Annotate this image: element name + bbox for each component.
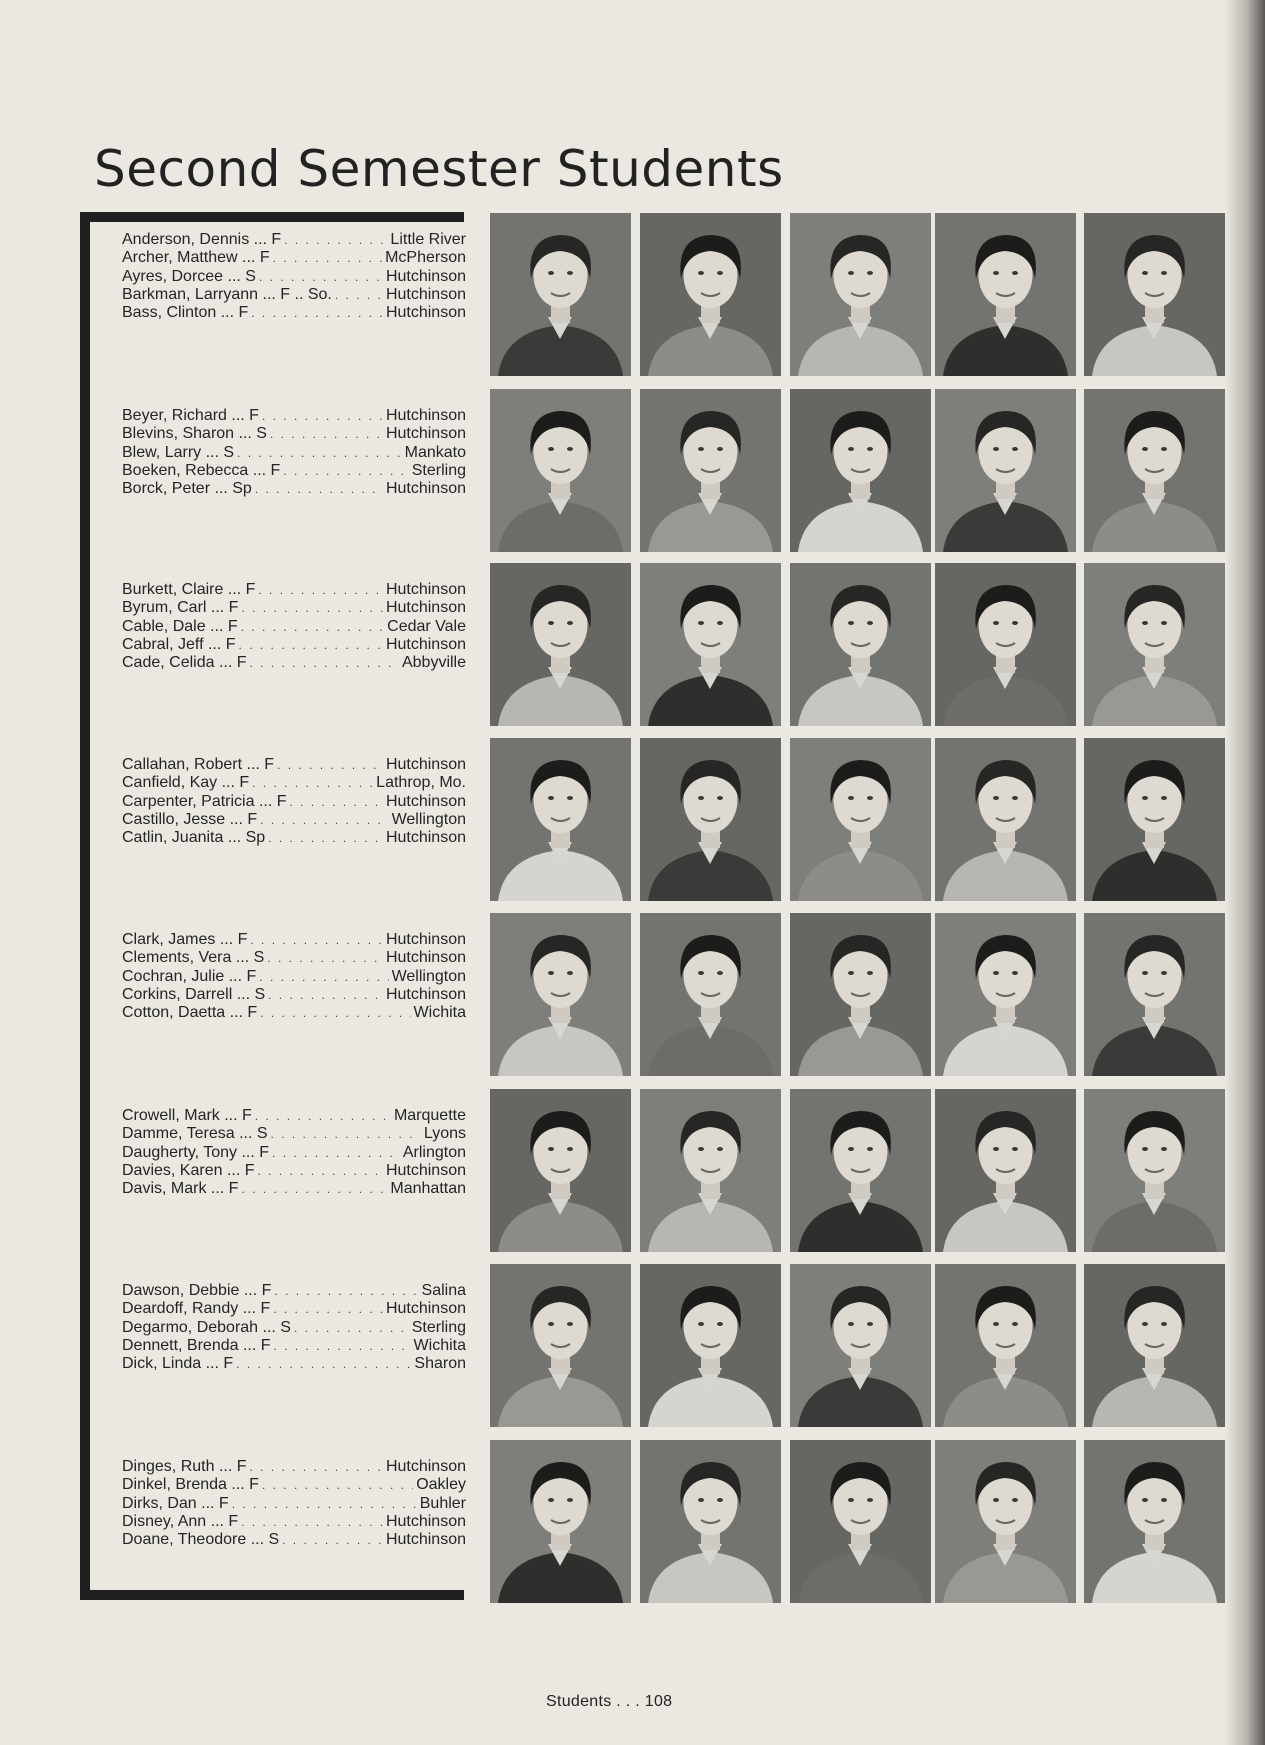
student-name: Clark, James ... F [122,931,248,948]
student-name: Deardoff, Randy ... F [122,1300,271,1318]
student-entry [122,1337,466,1355]
student-portrait [640,913,781,1076]
dot-leader [241,1513,383,1531]
dot-leader [294,1319,409,1337]
student-portrait [1084,1440,1225,1603]
dot-leader [259,968,388,986]
student-entry [122,931,466,949]
student-name: Cade, Celida ... F [122,654,247,672]
student-portrait [790,563,931,726]
dot-leader [260,1004,410,1022]
student-entry [122,304,466,322]
student-hometown: Hutchinson [385,599,466,617]
student-hometown: Hutchinson [385,1512,466,1530]
page-title: Second Semester Students [94,140,784,198]
roster-group [122,1458,466,1549]
student-entry [122,636,466,654]
student-hometown: Hutchinson [385,304,466,322]
dot-leader [239,636,383,654]
dot-leader [259,268,383,286]
student-entry [122,1282,466,1300]
dot-leader [277,756,383,774]
student-name: Anderson, Dennis ... F [122,231,282,248]
student-portrait [790,1264,931,1427]
student-hometown: Cedar Vale [387,617,466,635]
student-entry [122,1300,466,1318]
student-entry [122,774,466,792]
student-entry [122,249,466,267]
student-hometown: Hutchinson [385,285,466,303]
student-entry [122,756,466,774]
student-hometown: Hutchinson [385,1161,466,1179]
student-entry [122,407,466,425]
student-hometown: Lathrop, Mo. [376,774,466,792]
dot-leader [273,249,382,267]
dot-leader [252,774,373,792]
student-name: Clements, Vera ... S [122,949,265,967]
student-hometown: Hutchinson [385,480,466,498]
student-entry [122,811,466,829]
student-portrait [490,213,631,376]
student-name: Doane, Theodore ... S [122,1531,280,1549]
student-entry [122,1531,466,1549]
dot-leader [255,480,383,498]
student-name: Davies, Karen ... F [122,1161,255,1179]
student-hometown: Hutchinson [385,931,466,948]
student-name: Blew, Larry ... S [122,443,235,461]
dot-leader [250,1458,383,1476]
student-portrait [490,913,631,1076]
dot-leader [335,286,383,304]
student-name: Carpenter, Patricia ... F [122,792,287,810]
dot-leader [241,599,383,617]
student-hometown: Arlington [402,1143,466,1161]
dot-leader [255,1107,391,1125]
roster-group [122,756,466,847]
dot-leader [282,1531,383,1549]
dot-leader [260,811,388,829]
student-portrait [790,913,931,1076]
student-portrait [640,1264,781,1427]
student-name: Byrum, Carl ... F [122,599,239,617]
student-portrait [790,1089,931,1252]
student-hometown: Hutchinson [385,407,466,424]
student-portrait [640,389,781,552]
student-name: Dawson, Debbie ... F [122,1282,272,1299]
student-portrait [935,913,1076,1076]
dot-leader [232,1495,417,1513]
student-entry [122,1004,466,1022]
student-name: Cabral, Jeff ... F [122,635,236,653]
student-name: Dinkel, Brenda ... F [122,1476,259,1494]
student-portrait [640,563,781,726]
student-name: Dirks, Dan ... F [122,1494,229,1512]
roster-group [122,1107,466,1198]
student-name: Cotton, Daetta ... F [122,1004,258,1022]
student-entry [122,1355,466,1373]
student-portrait [490,1264,631,1427]
dot-leader [251,304,383,322]
student-entry [122,231,466,249]
student-entry [122,581,466,599]
student-hometown: Hutchinson [385,985,466,1003]
student-portrait [935,563,1076,726]
student-portrait [490,738,631,901]
student-entry [122,1458,466,1476]
dot-leader [267,949,383,967]
student-name: Burkett, Claire ... F [122,581,256,598]
student-portrait [1084,389,1225,552]
dot-leader [274,1337,411,1355]
student-hometown: Mankato [404,443,466,461]
student-hometown: Hutchinson [385,792,466,810]
student-portrait [640,1440,781,1603]
student-hometown: Sterling [411,461,466,479]
student-entry [122,286,466,304]
dot-leader [290,793,383,811]
student-hometown: Buhler [419,1494,466,1512]
dot-leader [258,1162,383,1180]
student-entry [122,829,466,847]
student-entry [122,599,466,617]
student-entry [122,949,466,967]
student-name: Degarmo, Deborah ... S [122,1318,291,1336]
student-name: Cable, Dale ... F [122,617,238,635]
student-entry [122,618,466,636]
student-name: Beyer, Richard ... F [122,407,259,424]
student-name: Cochran, Julie ... F [122,967,257,985]
student-name: Corkins, Darrell ... S [122,985,266,1003]
student-hometown: Hutchinson [385,829,466,847]
student-hometown: Salina [421,1282,466,1299]
student-portrait [935,213,1076,376]
student-name: Blevins, Sharon ... S [122,425,267,443]
dot-leader [273,1300,383,1318]
dot-leader [262,407,383,425]
dot-leader [250,931,383,949]
student-hometown: Little River [390,231,466,248]
student-name: Dinges, Ruth ... F [122,1458,247,1475]
student-entry [122,793,466,811]
student-portrait [640,738,781,901]
roster-group [122,1282,466,1373]
roster-group [122,407,466,498]
student-portrait [490,1440,631,1603]
dot-leader [268,829,383,847]
student-hometown: Wellington [391,967,466,985]
student-name: Ayres, Dorcee ... S [122,267,256,285]
student-portrait [1084,213,1225,376]
student-entry [122,480,466,498]
roster-group [122,931,466,1022]
student-portrait [1084,913,1225,1076]
student-name: Crowell, Mark ... F [122,1107,252,1124]
student-portrait [935,1089,1076,1252]
student-hometown: Sharon [414,1355,466,1373]
student-name: Boeken, Rebecca ... F [122,461,281,479]
dot-leader [283,462,408,480]
student-hometown: Hutchinson [385,949,466,967]
student-portrait [1084,563,1225,726]
student-hometown: Wichita [413,1336,466,1354]
student-name: Disney, Ann ... F [122,1512,239,1530]
student-name: Borck, Peter ... Sp [122,480,252,498]
student-portrait [790,389,931,552]
student-hometown: Hutchinson [385,635,466,653]
student-hometown: Sterling [411,1318,466,1336]
student-portrait [790,1440,931,1603]
student-portrait [640,213,781,376]
student-portrait [790,213,931,376]
student-hometown: Hutchinson [385,1300,466,1318]
student-portrait [935,1440,1076,1603]
student-hometown: Manhattan [390,1180,466,1198]
student-portrait [935,389,1076,552]
student-portrait [790,738,931,901]
student-portrait [490,389,631,552]
student-portrait [1084,1264,1225,1427]
student-entry [122,1125,466,1143]
student-entry [122,268,466,286]
dot-leader [258,581,383,599]
dot-leader [262,1476,413,1494]
student-hometown: Wichita [413,1004,466,1022]
student-name: Castillo, Jesse ... F [122,810,258,828]
dot-leader [241,618,385,636]
student-hometown: Hutchinson [385,581,466,598]
student-name: Callahan, Robert ... F [122,756,275,773]
student-name: Barkman, Larryann ... F .. So. [122,285,332,303]
student-entry [122,1107,466,1125]
student-name: Catlin, Juanita ... Sp [122,829,266,847]
student-entry [122,444,466,462]
student-portrait [1084,1089,1225,1252]
student-entry [122,1162,466,1180]
student-portrait [640,1089,781,1252]
student-entry [122,1180,466,1198]
dot-leader [241,1180,387,1198]
student-entry [122,1476,466,1494]
student-hometown: Wellington [391,810,466,828]
student-name: Davis, Mark ... F [122,1180,239,1198]
student-entry [122,425,466,443]
student-entry [122,654,466,672]
dot-leader [237,444,402,462]
student-hometown: McPherson [385,249,466,267]
student-entry [122,1144,466,1162]
dot-leader [272,1144,400,1162]
student-name: Daugherty, Tony ... F [122,1143,270,1161]
student-name: Dennett, Brenda ... F [122,1336,271,1354]
student-portrait [935,738,1076,901]
student-entry [122,1495,466,1513]
student-entry [122,968,466,986]
student-hometown: Hutchinson [385,756,466,773]
dot-leader [284,231,387,249]
student-entry [122,1513,466,1531]
roster-group [122,581,466,672]
student-portrait [490,1089,631,1252]
student-hometown: Oakley [416,1476,466,1494]
student-hometown: Hutchinson [385,1458,466,1475]
student-name: Damme, Teresa ... S [122,1125,268,1143]
student-portrait [490,563,631,726]
page-gutter-shadow [1225,0,1265,1745]
dot-leader [271,1125,421,1143]
roster-group [122,231,466,322]
student-hometown: Lyons [423,1125,466,1143]
student-name: Canfield, Kay ... F [122,774,250,792]
dot-leader [250,654,399,672]
dot-leader [236,1355,411,1373]
student-portrait [935,1264,1076,1427]
student-entry [122,986,466,1004]
student-portrait [1084,738,1225,901]
dot-leader [268,986,383,1004]
student-entry [122,462,466,480]
dot-leader [270,425,383,443]
student-hometown: Hutchinson [385,425,466,443]
page-footer: Students . . . 108 [546,1693,673,1710]
student-hometown: Hutchinson [385,267,466,285]
student-name: Bass, Clinton ... F [122,304,249,322]
dot-leader [274,1282,418,1300]
student-hometown: Marquette [393,1107,466,1124]
student-name: Archer, Matthew ... F [122,249,270,267]
student-name: Dick, Linda ... F [122,1355,234,1373]
student-entry [122,1319,466,1337]
student-hometown: Hutchinson [385,1531,466,1549]
student-hometown: Abbyville [401,654,466,672]
